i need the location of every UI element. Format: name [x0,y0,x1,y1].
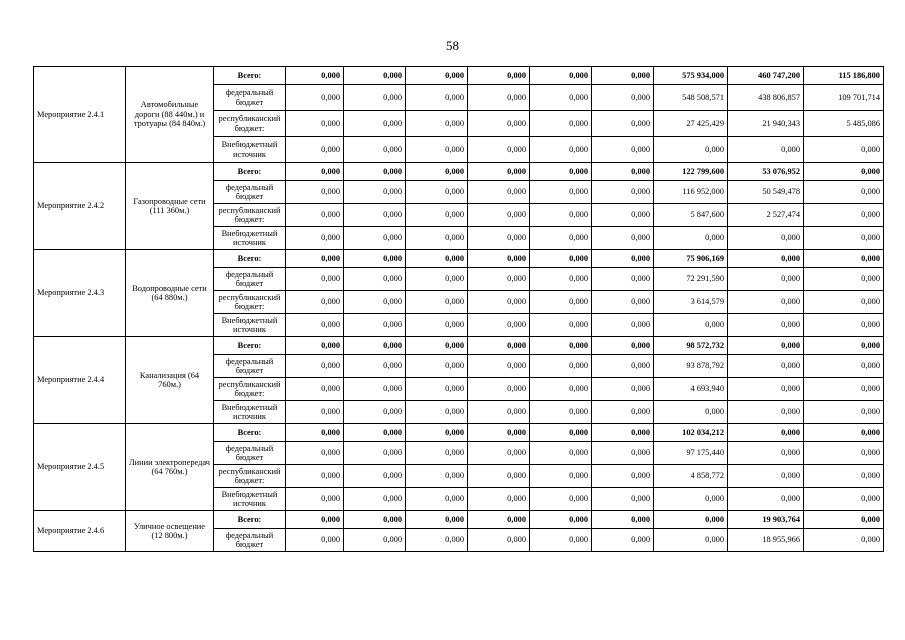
value-cell: 0,000 [592,378,654,401]
funding-source-cell: Внебюджетный источник [214,314,286,337]
value-cell: 0,000 [406,401,468,424]
value-cell: 0,000 [468,511,530,529]
value-cell: 0,000 [286,355,344,378]
value-cell: 116 952,000 [654,181,728,204]
value-cell: 0,000 [406,488,468,511]
value-cell: 0,000 [654,227,728,250]
value-cell: 0,000 [344,355,406,378]
table-row-total [34,337,884,355]
value-cell: 0,000 [530,488,592,511]
value-cell: 0,000 [804,511,884,529]
value-cell: 0,000 [468,424,530,442]
table-row-total [34,163,884,181]
value-cell: 0,000 [804,465,884,488]
value-cell: 0,000 [344,163,406,181]
value-cell: 0,000 [654,511,728,529]
funding-source-cell: Внебюджетный источник [214,488,286,511]
value-cell: 0,000 [344,250,406,268]
value-cell: 0,000 [286,529,344,552]
value-cell: 0,000 [406,314,468,337]
funding-source-cell: Всего: [214,163,286,181]
value-cell: 0,000 [530,163,592,181]
value-cell: 0,000 [530,511,592,529]
value-cell: 0,000 [468,488,530,511]
value-cell: 0,000 [804,378,884,401]
funding-source-cell: федеральный бюджет [214,529,286,552]
object-cell: Канализация (64 760м.) [126,337,214,424]
value-cell: 0,000 [592,268,654,291]
value-cell: 0,000 [530,268,592,291]
value-cell: 0,000 [344,67,406,85]
funding-source-cell: республиканский бюджет: [214,111,286,137]
value-cell: 0,000 [592,137,654,163]
value-cell: 102 034,212 [654,424,728,442]
value-cell: 0,000 [728,401,804,424]
value-cell: 0,000 [286,85,344,111]
value-cell: 5 485,086 [804,111,884,137]
value-cell: 0,000 [406,111,468,137]
value-cell: 0,000 [592,85,654,111]
value-cell: 0,000 [728,250,804,268]
value-cell: 0,000 [344,378,406,401]
value-cell: 575 934,000 [654,67,728,85]
value-cell: 0,000 [468,204,530,227]
value-cell: 0,000 [468,442,530,465]
value-cell: 0,000 [804,488,884,511]
value-cell: 0,000 [530,291,592,314]
value-cell: 27 425,429 [654,111,728,137]
value-cell: 0,000 [286,337,344,355]
value-cell: 0,000 [728,314,804,337]
value-cell: 0,000 [804,424,884,442]
value-cell: 0,000 [406,291,468,314]
value-cell: 0,000 [592,204,654,227]
object-cell: Газопроводные сети (111 360м.) [126,163,214,250]
value-cell: 0,000 [406,337,468,355]
value-cell: 0,000 [530,337,592,355]
value-cell: 0,000 [592,250,654,268]
funding-source-cell: Всего: [214,67,286,85]
value-cell: 0,000 [286,268,344,291]
value-cell: 0,000 [654,314,728,337]
value-cell: 0,000 [804,227,884,250]
value-cell: 0,000 [804,355,884,378]
value-cell: 0,000 [406,424,468,442]
value-cell: 0,000 [654,488,728,511]
value-cell: 0,000 [592,337,654,355]
value-cell: 0,000 [406,67,468,85]
value-cell: 0,000 [592,511,654,529]
value-cell: 0,000 [468,529,530,552]
value-cell: 0,000 [468,355,530,378]
value-cell: 3 614,579 [654,291,728,314]
value-cell: 98 572,732 [654,337,728,355]
funding-source-cell: Внебюджетный источник [214,137,286,163]
value-cell: 53 076,952 [728,163,804,181]
value-cell: 0,000 [592,67,654,85]
value-cell: 0,000 [344,465,406,488]
object-cell: Линии электропередач (64 760м.) [126,424,214,511]
value-cell: 0,000 [654,137,728,163]
value-cell: 0,000 [728,378,804,401]
value-cell: 0,000 [344,442,406,465]
funding-source-cell: республиканский бюджет: [214,465,286,488]
value-cell: 0,000 [286,137,344,163]
value-cell: 0,000 [344,204,406,227]
value-cell: 0,000 [286,378,344,401]
value-cell: 0,000 [592,111,654,137]
value-cell: 438 806,857 [728,85,804,111]
value-cell: 0,000 [344,268,406,291]
value-cell: 0,000 [804,181,884,204]
value-cell: 115 186,800 [804,67,884,85]
value-cell: 97 175,440 [654,442,728,465]
value-cell: 0,000 [592,442,654,465]
value-cell: 0,000 [406,378,468,401]
value-cell: 0,000 [344,424,406,442]
value-cell: 0,000 [728,137,804,163]
value-cell: 0,000 [804,529,884,552]
value-cell: 0,000 [344,137,406,163]
value-cell: 0,000 [286,204,344,227]
value-cell: 0,000 [530,465,592,488]
value-cell: 0,000 [654,529,728,552]
value-cell: 0,000 [804,401,884,424]
value-cell: 0,000 [286,291,344,314]
value-cell: 0,000 [286,67,344,85]
value-cell: 72 291,590 [654,268,728,291]
activity-cell: Мероприятие 2.4.1 [34,67,126,163]
funding-source-cell: республиканский бюджет: [214,378,286,401]
value-cell: 0,000 [530,378,592,401]
value-cell: 0,000 [406,442,468,465]
value-cell: 18 955,966 [728,529,804,552]
value-cell: 0,000 [804,204,884,227]
value-cell: 0,000 [592,424,654,442]
value-cell: 0,000 [728,268,804,291]
value-cell: 0,000 [804,137,884,163]
value-cell: 0,000 [344,291,406,314]
value-cell: 0,000 [468,181,530,204]
value-cell: 21 940,343 [728,111,804,137]
funding-source-cell: Всего: [214,250,286,268]
value-cell: 0,000 [406,511,468,529]
value-cell: 0,000 [406,204,468,227]
object-cell: Автомобильные дороги (88 440м.) и тротуары (84 840м.) [126,67,214,163]
funding-source-cell: республиканский бюджет: [214,291,286,314]
value-cell: 0,000 [804,163,884,181]
value-cell: 0,000 [468,85,530,111]
funding-source-cell: Внебюджетный источник [214,401,286,424]
value-cell: 0,000 [286,181,344,204]
value-cell: 0,000 [286,227,344,250]
value-cell: 50 549,478 [728,181,804,204]
value-cell: 0,000 [530,67,592,85]
value-cell: 0,000 [468,227,530,250]
value-cell: 0,000 [654,401,728,424]
value-cell: 0,000 [286,111,344,137]
value-cell: 0,000 [592,314,654,337]
value-cell: 19 903,764 [728,511,804,529]
value-cell: 5 847,600 [654,204,728,227]
funding-source-cell: Всего: [214,424,286,442]
funding-source-cell: федеральный бюджет [214,268,286,291]
value-cell: 0,000 [530,442,592,465]
value-cell: 0,000 [286,314,344,337]
value-cell: 0,000 [530,314,592,337]
value-cell: 109 701,714 [804,85,884,111]
value-cell: 0,000 [804,291,884,314]
value-cell: 4 693,940 [654,378,728,401]
table-body [34,67,884,552]
value-cell: 0,000 [592,529,654,552]
object-cell: Уличное освещение (12 800м.) [126,511,214,552]
value-cell: 0,000 [468,111,530,137]
object-cell: Водопроводные сети (64 880м.) [126,250,214,337]
value-cell: 460 747,200 [728,67,804,85]
value-cell: 0,000 [406,85,468,111]
value-cell: 93 878,792 [654,355,728,378]
funding-source-cell: федеральный бюджет [214,355,286,378]
value-cell: 0,000 [468,291,530,314]
value-cell: 0,000 [406,227,468,250]
value-cell: 0,000 [344,401,406,424]
table-row-total [34,424,884,442]
value-cell: 0,000 [468,67,530,85]
value-cell: 0,000 [728,227,804,250]
value-cell: 0,000 [468,401,530,424]
value-cell: 0,000 [286,511,344,529]
value-cell: 0,000 [344,181,406,204]
value-cell: 0,000 [406,250,468,268]
activity-cell: Мероприятие 2.4.4 [34,337,126,424]
value-cell: 0,000 [804,337,884,355]
funding-source-cell: Внебюджетный источник [214,227,286,250]
value-cell: 0,000 [468,378,530,401]
activity-cell: Мероприятие 2.4.3 [34,250,126,337]
value-cell: 0,000 [728,442,804,465]
value-cell: 0,000 [530,111,592,137]
value-cell: 0,000 [804,250,884,268]
funding-source-cell: республиканский бюджет: [214,204,286,227]
value-cell: 0,000 [728,291,804,314]
value-cell: 0,000 [406,163,468,181]
value-cell: 0,000 [344,488,406,511]
value-cell: 0,000 [344,227,406,250]
table-row-total [34,250,884,268]
value-cell: 0,000 [468,250,530,268]
table-row-total [34,67,884,85]
value-cell: 0,000 [468,163,530,181]
value-cell: 0,000 [468,268,530,291]
value-cell: 0,000 [728,424,804,442]
value-cell: 0,000 [286,250,344,268]
value-cell: 0,000 [468,137,530,163]
value-cell: 0,000 [592,465,654,488]
value-cell: 0,000 [468,314,530,337]
value-cell: 122 799,600 [654,163,728,181]
funding-source-cell: федеральный бюджет [214,442,286,465]
activity-cell: Мероприятие 2.4.5 [34,424,126,511]
value-cell: 0,000 [804,442,884,465]
value-cell: 0,000 [468,465,530,488]
value-cell: 0,000 [468,337,530,355]
value-cell: 548 508,571 [654,85,728,111]
value-cell: 0,000 [530,250,592,268]
value-cell: 0,000 [592,181,654,204]
value-cell: 75 906,169 [654,250,728,268]
value-cell: 0,000 [406,181,468,204]
value-cell: 0,000 [530,204,592,227]
value-cell: 0,000 [286,465,344,488]
value-cell: 0,000 [592,401,654,424]
value-cell: 0,000 [530,401,592,424]
value-cell: 0,000 [406,355,468,378]
value-cell: 0,000 [286,424,344,442]
value-cell: 0,000 [592,291,654,314]
value-cell: 0,000 [406,137,468,163]
value-cell: 0,000 [344,314,406,337]
value-cell: 0,000 [530,227,592,250]
budget-table [33,66,884,552]
value-cell: 0,000 [530,529,592,552]
value-cell: 0,000 [530,137,592,163]
funding-source-cell: Всего: [214,337,286,355]
value-cell: 0,000 [804,314,884,337]
value-cell: 0,000 [406,268,468,291]
value-cell: 0,000 [286,488,344,511]
value-cell: 0,000 [286,401,344,424]
value-cell: 0,000 [530,355,592,378]
value-cell: 0,000 [530,85,592,111]
value-cell: 0,000 [406,529,468,552]
value-cell: 0,000 [344,111,406,137]
table-row-total [34,511,884,529]
value-cell: 0,000 [728,465,804,488]
value-cell: 0,000 [592,355,654,378]
value-cell: 0,000 [592,227,654,250]
value-cell: 0,000 [728,488,804,511]
value-cell: 0,000 [592,488,654,511]
value-cell: 4 858,772 [654,465,728,488]
value-cell: 0,000 [286,163,344,181]
value-cell: 2 527,474 [728,204,804,227]
activity-cell: Мероприятие 2.4.6 [34,511,126,552]
value-cell: 0,000 [530,181,592,204]
funding-source-cell: федеральный бюджет [214,181,286,204]
value-cell: 0,000 [286,442,344,465]
value-cell: 0,000 [530,424,592,442]
activity-cell: Мероприятие 2.4.2 [34,163,126,250]
value-cell: 0,000 [728,337,804,355]
value-cell: 0,000 [728,355,804,378]
value-cell: 0,000 [344,337,406,355]
value-cell: 0,000 [344,85,406,111]
value-cell: 0,000 [344,529,406,552]
page-number: 58 [446,38,459,53]
value-cell: 0,000 [344,511,406,529]
value-cell: 0,000 [406,465,468,488]
value-cell: 0,000 [592,163,654,181]
value-cell: 0,000 [804,268,884,291]
funding-source-cell: Всего: [214,511,286,529]
funding-source-cell: федеральный бюджет [214,85,286,111]
